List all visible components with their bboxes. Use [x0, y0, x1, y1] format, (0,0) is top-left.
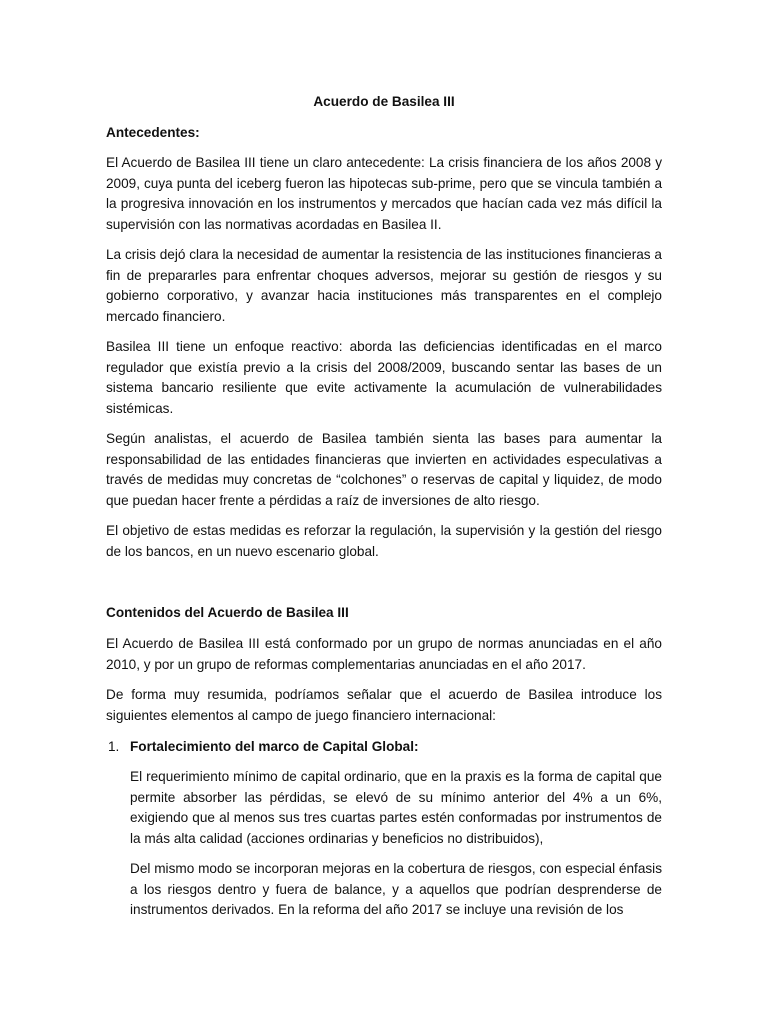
paragraph: El objetivo de estas medidas es reforzar la regulación, la supervisión y la gestión del riesgo de los bancos, en un nuevo escenario global.: [106, 523, 662, 559]
paragraph: El Acuerdo de Basilea III tiene un claro antecedente: La crisis financiera de los años 2008 y 2009, cuya punta del iceberg fueron las hipotecas sub-prime, pero que se vincula también a la progresiva innovación en los instrumentos y mercados que hacían cada vez más difícil la supervisión con las normativas acordadas en Basilea II.: [106, 155, 662, 232]
list-item-title: Fortalecimiento del marco de Capital Global:: [130, 739, 419, 754]
section-heading-contenidos: Contenidos del Acuerdo de Basilea III: [106, 605, 349, 620]
paragraph: Según analistas, el acuerdo de Basilea también sienta las bases para aumentar la responsabilidad de las entidades financieras que invierten en actividades especulativas a través de medidas muy concretas de “colchones” o reservas de capital y liquidez, de modo que puedan hacer frente a pérdidas a raíz de inversiones de alto riesgo.: [106, 431, 662, 508]
document-title: Acuerdo de Basilea III: [313, 94, 455, 109]
paragraph: De forma muy resumida, podríamos señalar que el acuerdo de Basilea introduce los siguientes elementos al campo de juego financiero internacional:: [106, 687, 662, 723]
paragraph: Basilea III tiene un enfoque reactivo: aborda las deficiencias identificadas en el marco regulador que existía previo a la crisis del 2008/2009, buscando sentar las bases de un sistema bancario resiliente que evite activamente la acumulación de vulnerabilidades sistémicas.: [106, 339, 662, 416]
list-number: 1.: [108, 739, 120, 754]
list-item-paragraph: Del mismo modo se incorporan mejoras en la cobertura de riesgos, con especial énfasis a los riesgos dentro y fuera de balance, y a aquellos que podrían desprenderse de instrumentos derivados. En la reforma del año 2017 se incluye una revisión de los: [130, 861, 662, 917]
list-item-paragraph: El requerimiento mínimo de capital ordinario, que en la praxis es la forma de capital que permite absorber las pérdidas, se elevó de su mínimo anterior del 4% a un 6%, exigiendo que al menos sus tres cuartas partes estén conformadas por instrumentos de la más alta calidad (acciones ordinarias y beneficios no distribuidos),: [130, 769, 662, 846]
paragraph: El Acuerdo de Basilea III está conformado por un grupo de normas anunciadas en el año 2010, y por un grupo de reformas complementarias anunciadas en el año 2017.: [106, 636, 662, 672]
list-item: [108, 737, 419, 758]
section-heading-antecedentes: Antecedentes:: [106, 125, 200, 140]
paragraph: La crisis dejó clara la necesidad de aumentar la resistencia de las instituciones financieras a fin de prepararles para enfrentar choques adversos, mejorar su gestión de riesgos y su gobierno corporativo, y avanzar hacia instituciones más transparentes en el complejo mercado financiero.: [106, 247, 662, 324]
